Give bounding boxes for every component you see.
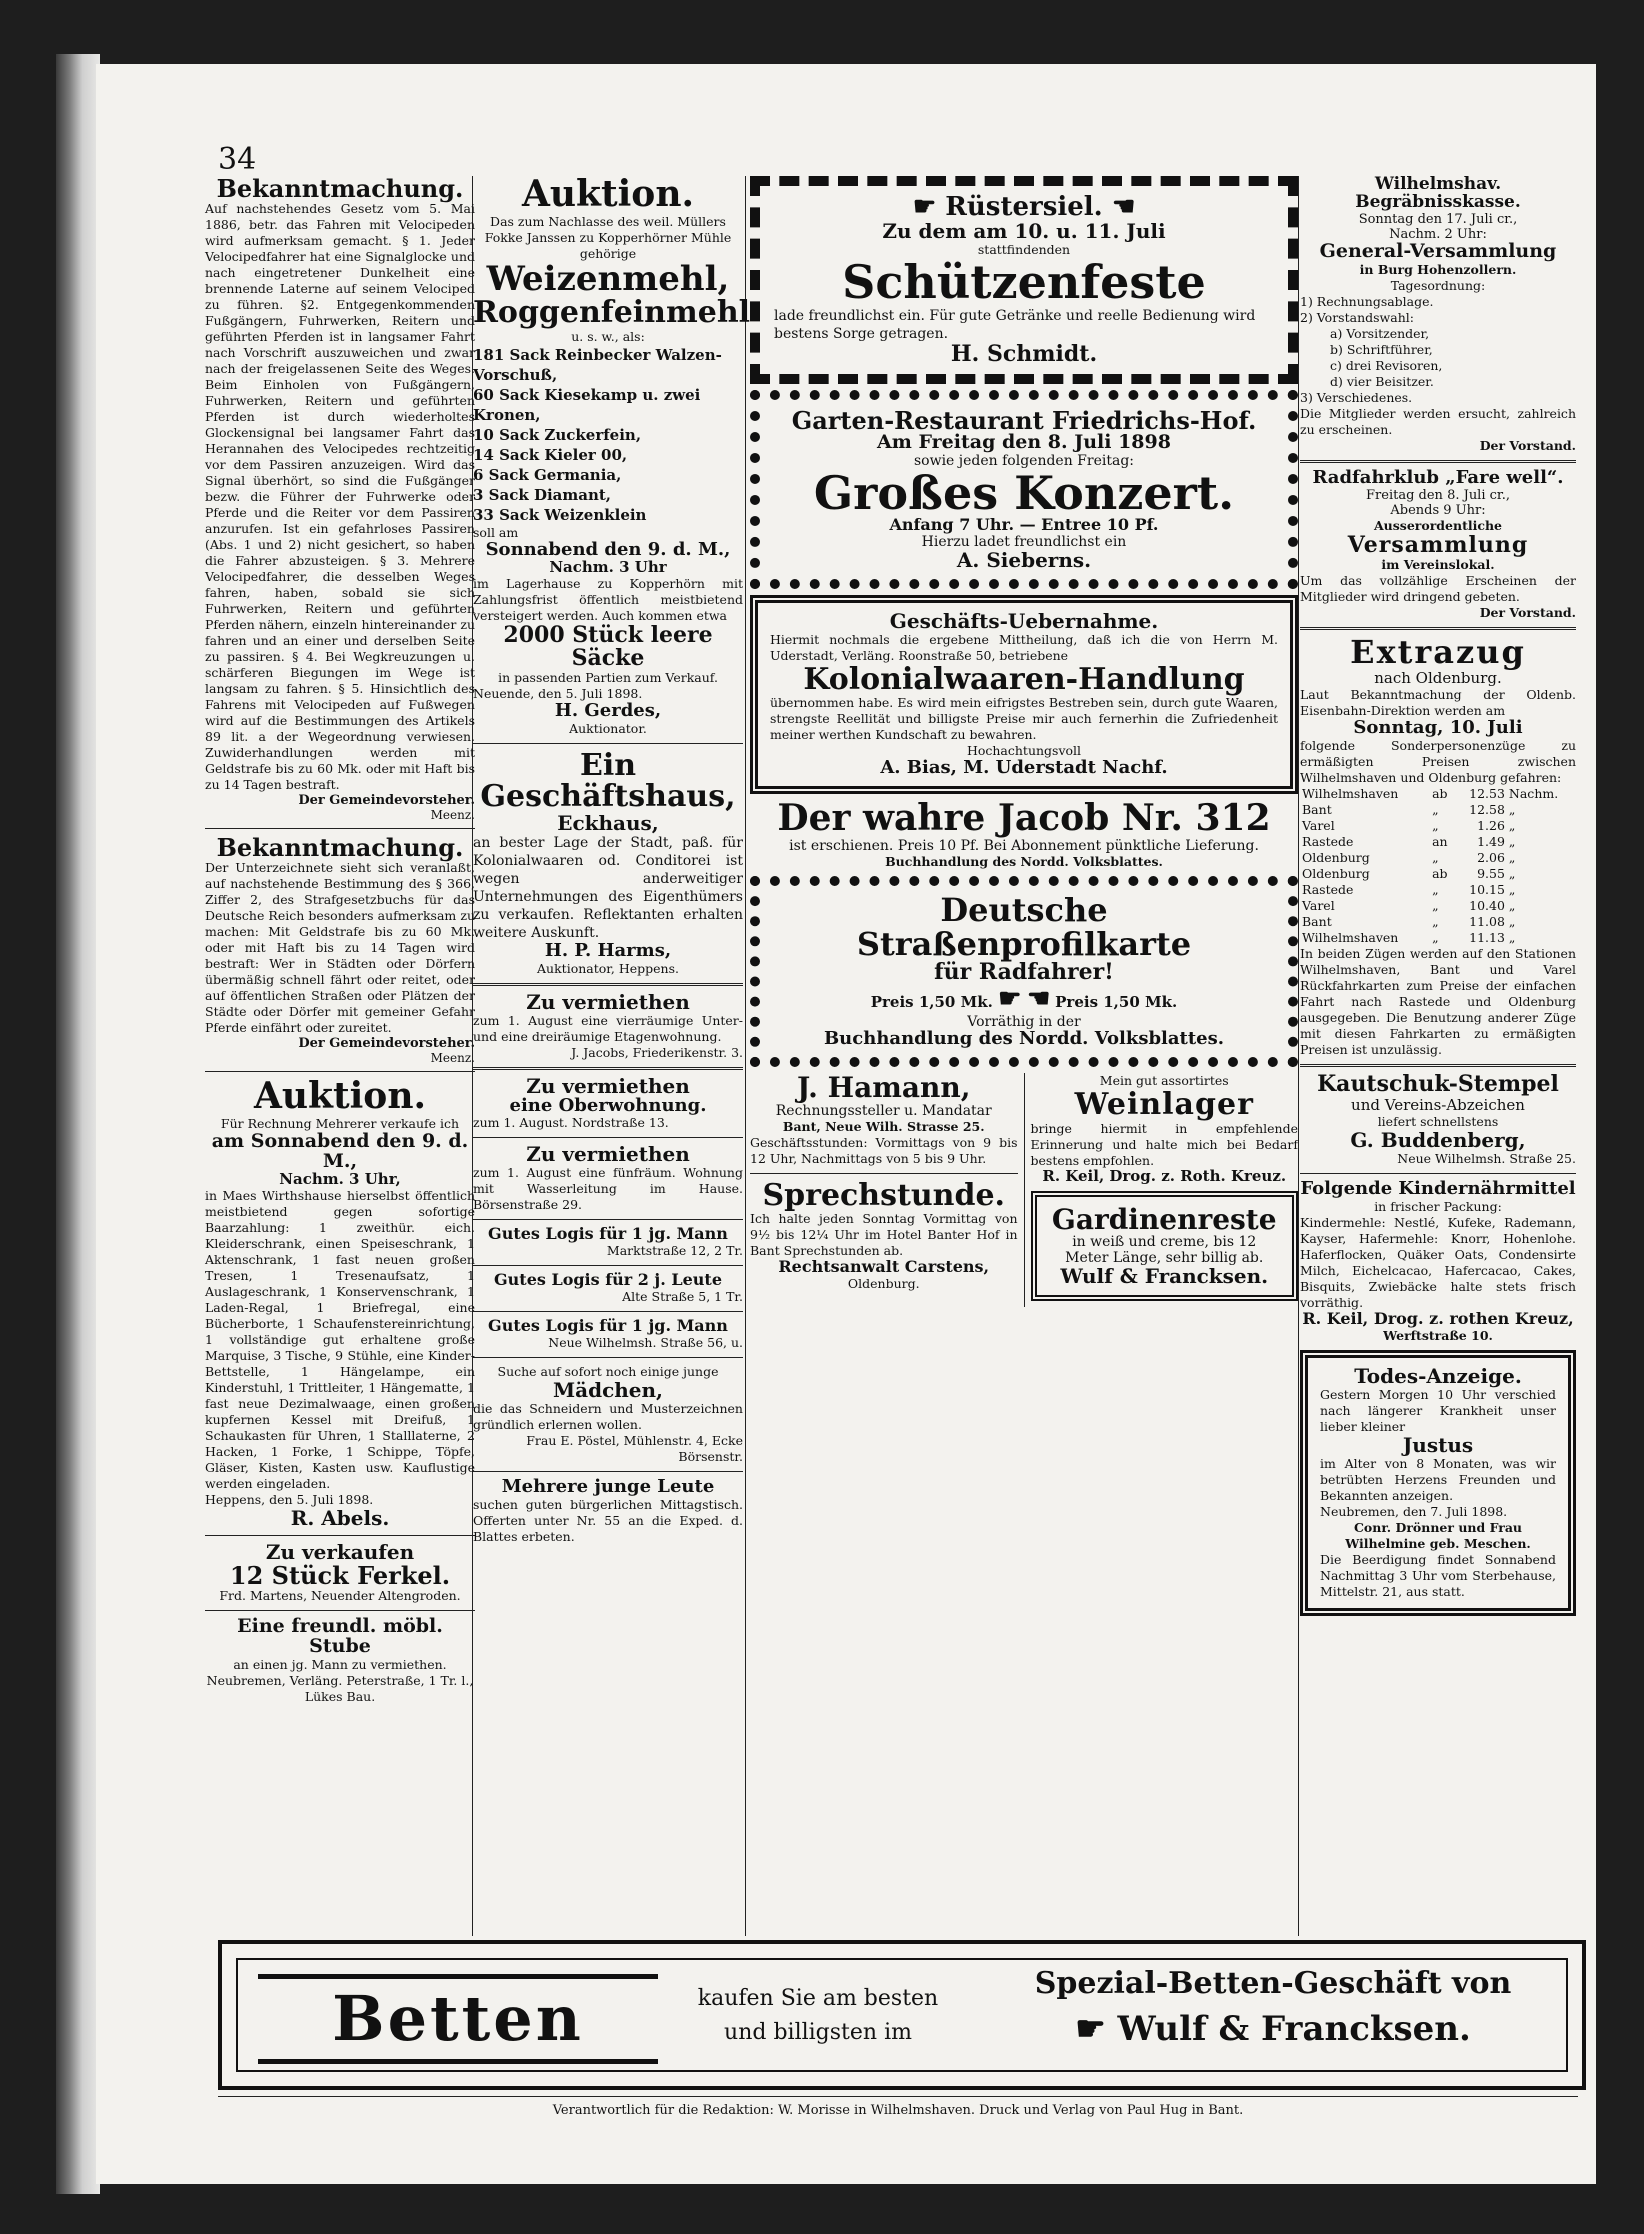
schedule-row: Bant „ 11.08 „ [1302, 914, 1516, 930]
ad-body: an bester Lage der Stadt, paß. für Kolonialwaaren od. Conditorei ist wegen anderweitiger Unternehmungen des Eigenthümers zu verkaufen. Reflektanten erhalten weitere Auskunft. [473, 834, 743, 941]
ad-sprechstunde [750, 1177, 1018, 1292]
notice-name: Meenz. [430, 1051, 475, 1066]
pointing-hand-icon: ☛ [1111, 192, 1136, 222]
pointing-hand-icon: ☛ [998, 984, 1022, 1015]
notice-signature: Der Gemeindevorsteher. [298, 1036, 475, 1052]
ad-title: Zu verkaufen [265, 1539, 415, 1564]
ad-line: kaufen Sie am besten [697, 1986, 939, 2011]
ad-body: zum 1. August eine vierräumige Unter- und eine dreiräumige Etagenwohnung. [473, 1012, 743, 1044]
ad-sub: eine Oberwohnung. [509, 1094, 707, 1116]
ad-body: Die Mitglieder werden ersucht, zahlreich zu erscheinen. [1300, 405, 1576, 437]
schedule-row: Rastede an 1.49 „ [1302, 834, 1516, 850]
notice-body: Auf nachstehendes Gesetz vom 5. Mai 1886, betr. das Fahren mit Velocipeden wird aufmerksam gemacht. § 1. Jeder Velocipedfahrer hat eine Signalglocke und nach eingetretener Dunkelheit eine brennende Laterne auf seinem Velociped zu führen. §2. Entgegenkommenden Fußgängern, Fuhrwerken, Reitern und geführten Pferden ist in langsamer Fahrt nach Vorschrift auszuweichen und zwar nach der freigelassenen Seite des Weges. Beim Einholen von Fußgängern, Fuhrwerken, Reitern und geführten Pferden ist durch wiederholtes Glockensignal bei langsamer Fahrt das Herannahen des Velocipedes rechtzeitig vor dem Passiren anzuzeigen. Wird das Signal überhört, so sind die Fußgänger bezw. die Führer der Fuhrwerke oder Pferde und die Reiter vor dem Passiren anzurufen. Ist ein gefahrloses Passiren (Abs. 1 und 2) nicht gesichert, so haben die Fahrer abzusteigen. § 3. Mehrere Velocipedfahrer, die desselben Weges fahren, haben, sobald sie sich Fuhrwerken, Reitern und geführten Pferden nähern, einzeln hintereinander zu fahren und an einer und derselben Seite zu passiren. § 4. Bei Wegkreuzungen u. schärferen Biegungen im Wege ist langsam zu fahren. § 5. Hinsichtlich des Fahrens mit Velocipeden auf Fußwegen wird auf die Bestimmungen des Artikels 89 lit. a der Wegeordnung verwiesen. Zuwiderhandlungen werden mit Geldstrafe bis zu 60 Mk. oder mit Haft bis zu 14 Tagen bestraft. [205, 201, 475, 793]
ad-title: Radfahrklub „Fare well“. [1312, 466, 1564, 488]
ad-signature: H. Schmidt. [950, 340, 1098, 367]
ad-todesanzeige [1300, 1350, 1576, 1616]
ad-signature: Wulf & Francksen. [1117, 2009, 1471, 2049]
ad-body: liefert schnellstens [1377, 1114, 1499, 1130]
ad-strassenprofilkarte [750, 876, 1298, 1067]
ad-body: folgende Sonderpersonenzüge zu ermäßigten Preisen zwischen Wilhelmshaven und Oldenburg gefahren: [1300, 738, 1576, 786]
ad-ferkel [205, 1539, 475, 1604]
ad-body: lade freundlichst ein. Für gute Getränke und reelle Bedienung wird bestens Sorge getragen. [774, 307, 1256, 342]
ad-title: Rüstersiel. [945, 192, 1103, 222]
schedule-row: Wilhelmshaven „ 11.13 „ [1302, 930, 1516, 946]
ad-body: übernommen habe. Es wird mein eifrigstes Bestreben sein, durch gute Waaren, strengste Reellität und billigste Preise mir auch fernerhin die Zufriedenheit meiner werthen Kundschaft zu bewahren. [770, 695, 1278, 743]
ad-title: Gutes Logis für 2 j. Leute [494, 1270, 722, 1290]
ad-info: Anfang 7 Uhr. — Entree 10 Pf. [889, 515, 1159, 535]
ad-shop: Buchhandlung des Nordd. Volksblattes. [823, 1028, 1225, 1050]
ad-agenda-title: Tagesordnung: [1390, 277, 1486, 293]
ad-body: die das Schneidern und Musterzeichnen gründlich erlernen wollen. [473, 1400, 743, 1432]
ad-sub: nach Oldenburg. [1374, 669, 1502, 688]
agenda-item: 1) Rechnungsablage. [1300, 293, 1434, 309]
ad-intro: Mein gut assortirtes [1099, 1073, 1229, 1089]
ad-wahre-jacob [750, 797, 1298, 870]
ad-greeting: Hochachtungsvoll [966, 743, 1082, 759]
agenda-item: 2) Vorstandswahl: [1300, 309, 1414, 325]
ad-usw: u. s. w., als: [571, 328, 645, 344]
ad-signature: Der Vorstand. [1479, 437, 1576, 453]
column-rule [745, 176, 746, 1936]
item-line: 3 Sack Diamant, [473, 485, 612, 504]
ad-intro: Das zum Nachlasse des weil. Müllers Fokke Janssen zu Kopperhörner Mühle gehörige [484, 213, 732, 261]
ad-body: zum 1. August eine fünfräum. Wohnung mit Wasserleitung im Hause. Börsenstraße 29. [473, 1165, 743, 1213]
pointing-hand-icon: ☛ [1075, 2009, 1106, 2049]
ad-address: Alte Straße 5, 1 Tr. [622, 1289, 743, 1305]
ad-sub: Frd. Martens, Neuender Altengroden. [219, 1587, 461, 1603]
ad-title: Garten-Restaurant Friedrichs-Hof. [791, 405, 1257, 435]
ad-title: Gardinenreste [1051, 1202, 1277, 1236]
ad-title: Wilhelmshav. Begräbnisskasse. [1355, 174, 1521, 212]
ad-title: Extrazug [1350, 632, 1526, 671]
ad-geschaeftsuebernahme [750, 595, 1298, 794]
ad-role: Rechnungssteller u. Mandatar [775, 1102, 992, 1119]
ad-big: Weizenmehl, [486, 258, 730, 299]
agenda-item: c) drei Revisoren, [1330, 357, 1443, 373]
price-left: Preis 1,50 Mk. [870, 993, 993, 1012]
schedule-row: Bant „ 12.58 „ [1302, 802, 1516, 818]
ad-place: Neubremen, den 7. Juli 1898. [1320, 1503, 1508, 1519]
ad-title: Deutsche Straßenprofilkarte [856, 891, 1192, 963]
ad-sub: stattfindenden [977, 242, 1071, 258]
item-line: 181 Sack Reinbecker Walzen-Vorschuß, [473, 345, 722, 384]
ad-date: Sonnabend den 9. d. M., [485, 538, 731, 560]
ad-logis-3 [473, 1318, 743, 1351]
ad-date: Sonntag den 17. Juli cr., [1358, 211, 1518, 227]
ad-big: Schützenfeste [842, 255, 1206, 310]
ad-title: Ein Geschäftshaus, [480, 747, 736, 815]
ad-body: Hiermit nochmals die ergebene Mittheilung, daß ich die von Herrn M. Uderstadt, Verläng. Roonstraße 50, betriebene [770, 631, 1278, 663]
page-number: 34 [218, 142, 257, 177]
ad-signature: Frau E. Pöstel, Mühlenstr. 4, Ecke Börsenstr. [526, 1432, 743, 1464]
ad-body: Laut Bekanntmachung der Oldenb. Eisenbahn-Direktion werden am [1300, 687, 1576, 719]
ad-title: Der wahre Jacob Nr. 312 [777, 797, 1271, 840]
agenda-item: d) vier Beisitzer. [1330, 373, 1434, 389]
ad-date: Freitag den 8. Juli cr., [1366, 487, 1510, 503]
item-line: 60 Sack Kiesekamp u. zwei Kronen, [473, 385, 701, 424]
ad-title: Gutes Logis für 1 jg. Mann [488, 1316, 728, 1336]
ad-big: Versammlung [1347, 531, 1529, 558]
ad-body: Gestern Morgen 10 Uhr verschied nach längerer Krankheit unser lieber kleiner [1320, 1386, 1556, 1434]
ad-radfahrklub [1300, 466, 1576, 621]
ad-signature: J. Jacobs, Friederikenstr. 3. [571, 1044, 743, 1060]
ad-body: im Lagerhause zu Kopperhörn mit Zahlungsfrist öffentlich meistbietend versteigert werden. Auch kommen etwa [473, 575, 743, 623]
ad-signature: Rechtsanwalt Carstens, [778, 1257, 990, 1277]
ad-title: Kautschuk-Stempel [1317, 1071, 1559, 1098]
ad-sub: und Vereins-Abzeichen [1351, 1096, 1525, 1115]
ad-title: Mädchen, [552, 1377, 664, 1402]
notice-velocipede [205, 176, 475, 822]
ad-signature: Conr. Drönner und Frau Wilhelmine geb. Meschen. [1345, 1519, 1531, 1551]
ad-sub: für Radfahrer! [934, 959, 1114, 986]
ad-body: In beiden Zügen werden auf den Stationen Wilhelmshaven, Bant und Varel Rückfahrkarten zum Preise der einfachen Fahrt nach Rastede und Oldenburg ausgegeben. Die Benutzung anderer Züge mit diesen Fahrkarten zu ermäßigten Preisen ist unzulässig. [1300, 946, 1576, 1058]
ad-weinlager [1031, 1073, 1299, 1184]
ad-title: Sprechstunde. [762, 1177, 1005, 1213]
ad-line: und billigsten im [724, 2020, 912, 2045]
ad-address: Neue Wilhelmsh. Straße 25. [1397, 1151, 1576, 1167]
notice-name: Meenz. [430, 808, 475, 823]
agenda-item: 3) Verschiedenes. [1300, 389, 1413, 405]
ad-body: Kindermehle: Nestlé, Kufeke, Rademann, Kayser, Hafermehle: Knorr, Hohenlohe. Haferflocken, Quäker Oats, Condensirte Milch, Eichelcacao, Hafercacao, Cakes, Bisquits, Zwiebäcke halte stets frisch vorräthig. [1300, 1215, 1576, 1311]
ad-kindernaehrmittel [1300, 1180, 1576, 1344]
column-3 [750, 176, 1298, 1307]
ad-junge-leute [473, 1475, 743, 1545]
ad-body: in Maes Wirthshause hierselbst öffentlich meistbietend gegen sofortige Baarzahlung: 1 zweithür. eich. Kleiderschrank, einen Speiseschrank, 1 Aktenschrank, 1 fast neuen großen Tresen, 1 Tresenaufsatz, 1 Auslageschrank, 1 Konservenschrank, 1 Laden-Regal, 1 Briefregal, eine Bücherborte, 1 Schaufenstereinrichtung, 1 vollständige gut erhaltene große Marquise, 3 Tische, 9 Stühle, eine Kinder-Bettstelle, 1 Hängelampe, ein Kinderstuhl, 1 Trittleiter, 1 Hängematte, 1 fast neue Dezimalwaage, einen großen kupfernen Kessel mit Dreifuß, 1 Schaukasten für Uhren, 1 Stalllaterne, 2 Hacken, 1 Forke, 1 Schippe, Töpfe, Gläser, Kisten, Kasten usw. Kauflustige werden eingeladen. [205, 1187, 475, 1491]
ad-text: soll am [473, 524, 519, 540]
ad-schuetzenfest [750, 176, 1298, 384]
ad-sub: in frischer Packung: [1374, 1199, 1502, 1215]
schedule-row: Varel „ 10.40 „ [1302, 898, 1516, 914]
ad-title: Auktion. [253, 1075, 427, 1118]
agenda-item: b) Schriftführer, [1330, 341, 1433, 357]
ad-logis-1 [473, 1226, 743, 1259]
ad-big: General-Versammlung [1319, 239, 1557, 262]
ad-title: Folgende Kindernährmittel [1300, 1178, 1576, 1200]
ad-extrazug [1300, 632, 1576, 1058]
ad-title: Mehrere junge Leute [501, 1475, 715, 1497]
train-schedule [1300, 786, 1576, 946]
ad-big: 2000 Stück leere Säcke [503, 621, 713, 671]
ad-begraebniskasse [1300, 176, 1576, 454]
notice-title: Bekanntmachung. [216, 174, 464, 203]
pointing-hand-icon: ☛ [1026, 984, 1050, 1015]
column-2 [473, 173, 751, 1551]
item-line: 10 Sack Zuckerfein, [473, 425, 642, 444]
ad-title: Spezial-Betten-Geschäft von [1034, 1966, 1512, 2001]
column-1 [205, 176, 475, 1711]
ad-role: Auktionator. [569, 720, 647, 736]
ad-time: Abends 9 Uhr: [1390, 502, 1486, 518]
ad-place: Neuende, den 5. Juli 1898. [473, 685, 643, 701]
ad-signature: A. Bias, M. Uderstadt Nachf. [880, 757, 1168, 779]
schedule-row: Oldenburg ab 9.55 „ [1302, 866, 1516, 882]
ad-vermiethen-2 [473, 1073, 743, 1132]
ad-title: Weinlager [1074, 1087, 1254, 1123]
ad-text: in passenden Partien zum Verkauf. [498, 669, 718, 685]
ad-body: ist erschienen. Preis 10 Pf. Bei Abonnement pünktliche Lieferung. [789, 838, 1259, 855]
ad-vermiethen-3 [473, 1144, 743, 1213]
ad-name: Justus [1402, 1432, 1474, 1457]
ad-maedchen [473, 1364, 743, 1465]
ad-title: Geschäfts-Uebernahme. [889, 608, 1159, 633]
ad-auction-gerdes [473, 173, 751, 737]
ad-place: Heppens, den 5. Juli 1898. [205, 1491, 374, 1507]
ad-body: an einen jg. Mann zu vermiethen. Neubremen, Verläng. Peterstraße, 1 Tr. l., Lükes Bau. [206, 1656, 474, 1704]
ad-sub: sowie jeden folgenden Freitag: [913, 452, 1135, 469]
item-line: 14 Sack Kieler 00, [473, 445, 628, 464]
ad-body: Ich halte jeden Sonntag Vormittag von 9½ bis 12¼ Uhr im Hotel Banter Hof in Bant Sprechstunden ab. [750, 1211, 1018, 1259]
ad-signature: G. Buddenberg, [1350, 1128, 1526, 1153]
ad-title: Eine freundl. möbl. Stube [237, 1614, 443, 1657]
ad-body: suchen guten bürgerlichen Mittagstisch. Offerten unter Nr. 55 an die Exped. d. Blattes erbeten. [473, 1496, 743, 1544]
ad-title: Gutes Logis für 1 jg. Mann [488, 1224, 728, 1244]
schedule-row: Rastede „ 10.15 „ [1302, 882, 1516, 898]
ad-address: Marktstraße 12, 2 Tr. [606, 1243, 743, 1259]
ad-signature: H. Gerdes, [554, 699, 662, 721]
ad-logis-2 [473, 1272, 743, 1305]
column-4 [1300, 176, 1576, 1622]
schedule-row: Oldenburg „ 2.06 „ [1302, 850, 1516, 866]
ad-title: Zu vermiethen [526, 1073, 690, 1098]
ad-address: Werftstraße 10. [1383, 1327, 1493, 1343]
ad-title: Zu vermiethen [526, 989, 690, 1014]
ad-role: Auktionator, Heppens. [537, 960, 679, 976]
ad-body: bringe hiermit in empfehlende Erinnerung und halte mich bei Bedarf bestens empfohlen. [1030, 1120, 1298, 1168]
price-right: Preis 1,50 Mk. [1055, 993, 1178, 1012]
ad-time: Nachm. 3 Uhr [549, 557, 667, 576]
notice-strafgesetz [205, 835, 475, 1065]
ad-betten [218, 1940, 1586, 2090]
ad-big: Roggenfeinmehl [473, 295, 751, 331]
ad-signature: Der Vorstand. [1479, 604, 1576, 620]
ad-signature: H. P. Harms, [544, 939, 672, 961]
ad-signature: A. Sieberns. [956, 547, 1092, 572]
ad-title: J. Hamann, [797, 1071, 971, 1105]
ad-auction-abels [205, 1075, 475, 1530]
ad-title: Zu vermiethen [526, 1142, 690, 1167]
ad-main: 12 Stück Ferkel. [229, 1560, 451, 1590]
ad-signature: Wulf & Francksen. [1060, 1263, 1269, 1288]
ad-signature: R. Keil, Drog. z. Roth. Kreuz. [1042, 1166, 1287, 1185]
column-rule [1298, 176, 1299, 1936]
ad-big: Großes Konzert. [813, 465, 1235, 520]
item-line: 33 Sack Weizenklein [473, 505, 647, 524]
ad-sub: Ausserordentliche [1373, 517, 1503, 533]
ad-invite: Hierzu ladet freundlichst ein [921, 533, 1127, 550]
ad-geschaeftshaus [473, 747, 743, 977]
ad-hours: Geschäftsstunden: Vormittags von 9 bis 12 Uhr, Nachmittags von 5 bis 9 Uhr. [750, 1134, 1018, 1166]
ad-avail: Vorräthig in der [967, 1014, 1081, 1031]
ad-place: im Vereinslokal. [1381, 556, 1495, 572]
ad-signature: R. Keil, Drog. z. rothen Kreuz, [1302, 1309, 1574, 1329]
ad-address: Neue Wilhelmsh. Straße 56, u. [548, 1334, 743, 1350]
ad-intro: Für Rechnung Mehrerer verkaufe ich [220, 1116, 460, 1132]
item-line: 6 Sack Germania, [473, 465, 622, 484]
ad-intro: Suche auf sofort noch einige junge [497, 1363, 719, 1379]
ad-big: Kolonialwaaren-Handlung [803, 661, 1245, 697]
pointing-hand-icon: ☛ [912, 192, 937, 222]
ad-body: in weiß und creme, bis 12 Meter Länge, sehr billig ab. [1065, 1233, 1264, 1266]
ad-body: Die Beerdigung findet Sonnabend Nachmittag 3 Uhr vom Sterbehause, Mittelstr. 21, aus statt. [1320, 1551, 1556, 1599]
ad-konzert [750, 390, 1298, 589]
ad-line: Zu dem am 10. u. 11. Juli [882, 219, 1166, 244]
ad-signature: R. Abels. [290, 1505, 390, 1530]
notice-title: Bekanntmachung. [216, 833, 464, 863]
ad-date: Sonntag, 10. Juli [1353, 717, 1523, 739]
ad-address: Bant, Neue Wilh. Strasse 25. [782, 1118, 985, 1134]
ad-date: am Sonnabend den 9. d. M., [211, 1130, 469, 1173]
ad-body: Um das vollzählige Erscheinen der Mitglieder wird dringend gebeten. [1300, 572, 1576, 604]
schedule-row: Wilhelmshaven ab 12.53 Nachm. [1302, 786, 1559, 802]
ad-big: Betten [258, 1974, 658, 2064]
ad-title: Todes-Anzeige. [1354, 1363, 1522, 1388]
ad-body: im Alter von 8 Monaten, was wir betrübten Herzens Freunden und Bekannten anzeigen. [1320, 1455, 1556, 1503]
notice-body: Der Unterzeichnete sieht sich veranlaßt, auf nachstehende Bestimmung des § 366, Ziffer 2, des Strafgesetzbuchs für das Deutsche Reich besonders aufmerksam zu machen: Mit Geldstrafe bis zu 60 Mk. oder mit Haft bis zu 14 Tagen wird bestraft: Wer in Städten oder Dörfern übermäßig schnell fährt oder reitet, oder auf öffentlichen Straßen oder Plätzen der Städte oder Dörfer mit gemeiner Gefahr Pferde einfährt oder zureitet. [205, 860, 475, 1036]
ad-stube [205, 1614, 475, 1705]
schedule-row: Varel „ 1.26 „ [1302, 818, 1516, 834]
ad-time: Nachm. 3 Uhr, [279, 1170, 401, 1189]
ad-body: zum 1. August. Nordstraße 13. [473, 1115, 669, 1131]
notice-signature: Der Gemeindevorsteher. [298, 793, 475, 809]
ad-place: Oldenburg. [847, 1275, 920, 1291]
ad-date: Am Freitag den 8. Juli 1898 [877, 430, 1171, 453]
ad-vermiethen-1 [473, 989, 743, 1061]
ad-kautschuk [1300, 1073, 1576, 1167]
agenda-item: a) Vorsitzender, [1330, 325, 1430, 341]
binding-edge [56, 54, 100, 2194]
ad-time: Nachm. 2 Uhr: [1389, 226, 1487, 242]
ad-hamann [750, 1073, 1018, 1166]
ad-signature: Buchhandlung des Nordd. Volksblattes. [885, 854, 1163, 870]
ad-sub: Eckhaus, [557, 810, 659, 835]
ad-place: in Burg Hohenzollern. [1359, 261, 1517, 277]
ad-gardinenreste [1031, 1191, 1299, 1301]
imprint-footer: Verantwortlich für die Redaktion: W. Morisse in Wilhelmshaven. Druck und Verlag von Paul Hug in Bant. [218, 2096, 1578, 2118]
ad-title: Auktion. [521, 173, 695, 215]
